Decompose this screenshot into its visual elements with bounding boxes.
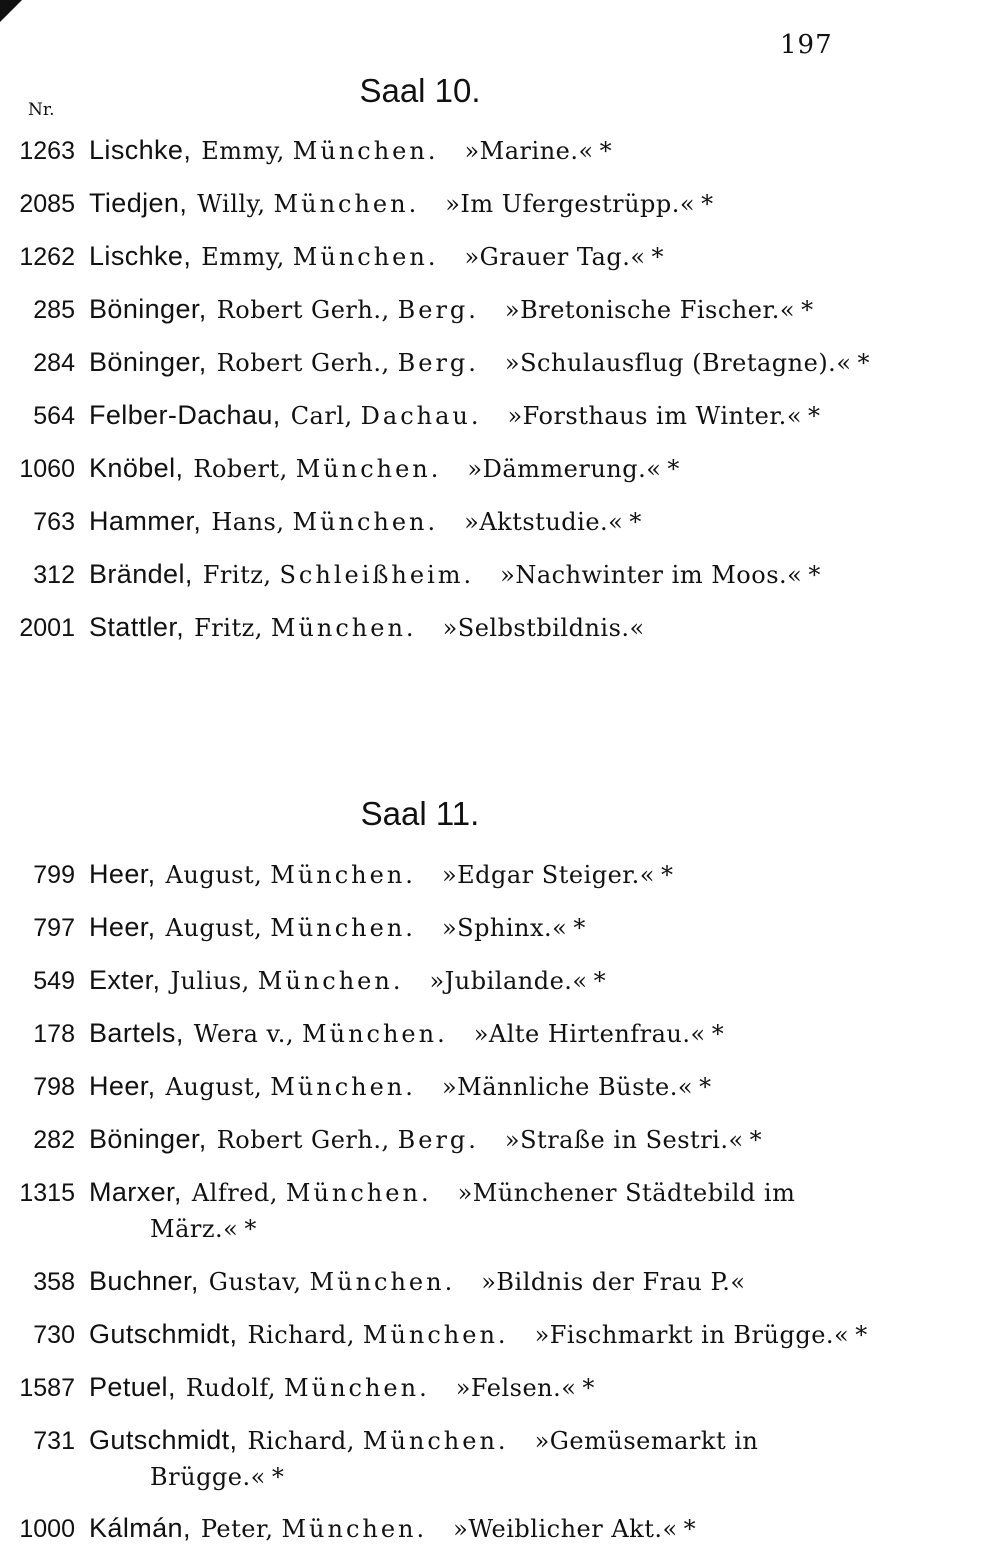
artist-given-name: Fritz, <box>194 614 263 642</box>
artist-surname: Gutschmidt, <box>89 1425 238 1455</box>
entry-star-mark: * <box>593 967 606 995</box>
artwork-title: »Alte Hirtenfrau.« <box>473 1020 706 1048</box>
entry-number: 1000 <box>19 1515 75 1543</box>
artist-given-name: Robert Gerh., <box>216 349 390 377</box>
artist-surname: Heer, <box>89 1071 156 1101</box>
artist-given-name: Robert Gerh., <box>216 296 390 324</box>
artist-city: München. <box>285 1179 432 1207</box>
entry-number: 1060 <box>19 455 75 483</box>
section-heading-saal-10: Saal 10. <box>359 72 481 109</box>
artwork-title: »Grauer Tag.« <box>464 243 646 271</box>
artist-surname: Kálmán, <box>89 1513 191 1543</box>
artist-city: München. <box>362 1427 509 1455</box>
artist-surname: Buchner, <box>89 1266 199 1296</box>
entry-star-mark: * <box>701 190 714 218</box>
artist-surname: Stattler, <box>89 612 185 642</box>
entry-star-mark: * <box>244 1215 257 1243</box>
page-number: 197 <box>780 30 833 60</box>
catalog-entry <box>0 1316 868 1353</box>
artwork-title: »Münchener Städtebild im <box>457 1179 796 1207</box>
catalog-entry <box>0 856 840 893</box>
entry-star-mark: * <box>651 243 664 271</box>
artwork-title: »Bildnis der Frau P.« <box>481 1268 746 1296</box>
catalog-entry <box>0 1121 840 1158</box>
artwork-title-continued <box>0 1459 840 1495</box>
entry-number: 799 <box>33 861 75 889</box>
entry-number: 285 <box>33 296 75 324</box>
artist-given-name: Alfred, <box>191 1179 278 1207</box>
entry-number: 730 <box>33 1321 75 1349</box>
catalog-entry <box>0 238 840 275</box>
artwork-title: »Jubilande.« <box>429 967 588 995</box>
entry-number: 549 <box>33 967 75 995</box>
artwork-title: »Bretonische Fischer.« <box>504 296 796 324</box>
artist-given-name: Robert, <box>193 455 288 483</box>
catalog-entry <box>0 1369 840 1406</box>
artist-given-name: Carl, <box>290 402 353 430</box>
artwork-title: »Schulausflug (Bretagne).« <box>504 349 852 377</box>
artist-surname: Brändel, <box>89 559 193 589</box>
entry-star-mark: * <box>749 1126 762 1154</box>
catalog-entry <box>0 397 840 434</box>
catalog-entry <box>0 1068 840 1105</box>
artist-city: München. <box>273 190 420 218</box>
artist-city: München. <box>270 614 417 642</box>
artwork-title: »Straße in Sestri.« <box>504 1126 744 1154</box>
entry-star-mark: * <box>699 1073 712 1101</box>
artist-surname: Böninger, <box>89 294 207 324</box>
artist-given-name: Robert Gerh., <box>216 1126 390 1154</box>
artist-city: München. <box>292 243 439 271</box>
artist-city: München. <box>257 967 404 995</box>
artist-city: München. <box>302 1020 448 1048</box>
catalog-entry <box>0 909 840 946</box>
artwork-title: »Forsthaus im Winter.« <box>507 402 802 430</box>
artist-city: München. <box>362 1321 509 1349</box>
artist-given-name: August, <box>165 861 263 889</box>
catalog-entry <box>0 1174 840 1247</box>
artwork-title: »Weiblicher Akt.« <box>453 1515 678 1543</box>
artist-surname: Marxer, <box>89 1177 182 1207</box>
entry-number: 1315 <box>19 1179 75 1207</box>
artist-given-name: Julius, <box>170 967 250 995</box>
artist-surname: Böninger, <box>89 347 207 377</box>
entry-number: 358 <box>33 1268 75 1296</box>
artwork-title: »Edgar Steiger.« <box>441 861 655 889</box>
artist-surname: Bartels, <box>89 1018 184 1048</box>
artist-surname: Petuel, <box>89 1372 176 1402</box>
entry-star-mark: * <box>573 914 586 942</box>
artist-given-name: Emmy, <box>201 243 285 271</box>
catalog-entry <box>0 556 840 593</box>
artist-city: Dachau. <box>360 402 482 430</box>
entry-star-mark: * <box>667 455 680 483</box>
entry-star-mark: * <box>271 1463 285 1491</box>
entry-number: 731 <box>33 1427 75 1455</box>
artist-surname: Exter, <box>89 965 161 995</box>
artist-city: München. <box>292 508 439 536</box>
entry-number: 284 <box>33 349 75 377</box>
artist-surname: Heer, <box>89 912 156 942</box>
artwork-title-continuation: März.« <box>150 1215 239 1243</box>
entry-star-mark: * <box>582 1374 595 1402</box>
entry-number: 178 <box>33 1020 75 1048</box>
artist-city: München. <box>281 1515 428 1543</box>
entry-star-mark: * <box>683 1515 696 1543</box>
artist-given-name: Peter, <box>200 1515 274 1543</box>
artist-surname: Hammer, <box>89 506 202 536</box>
catalog-entry <box>0 132 840 169</box>
nr-column-label: Nr. <box>28 100 55 120</box>
entry-number: 2085 <box>19 190 75 218</box>
artwork-title: »Fischmarkt in Brügge.« <box>534 1321 850 1349</box>
artwork-title: »Sphinx.« <box>441 914 568 942</box>
entry-star-mark: * <box>711 1020 724 1048</box>
artist-given-name: Fritz, <box>202 561 272 589</box>
artwork-title: »Selbstbildnis.« <box>442 614 645 642</box>
catalog-entry <box>0 344 870 381</box>
section-heading-saal-11: Saal 11. <box>360 795 480 832</box>
artist-city: München. <box>270 1073 416 1101</box>
entry-star-mark: * <box>855 1321 868 1349</box>
artist-given-name: August, <box>165 914 263 942</box>
artist-surname: Lischke, <box>89 241 192 271</box>
artwork-title: »Dämmerung.« <box>467 455 662 483</box>
artist-city: Berg. <box>397 349 479 377</box>
artist-surname: Felber-Dachau, <box>89 400 281 430</box>
entry-number: 564 <box>33 402 75 430</box>
artist-surname: Knöbel, <box>89 453 184 483</box>
artist-given-name: Richard, <box>247 1321 355 1349</box>
catalog-entry <box>0 450 840 487</box>
artist-city: München. <box>309 1268 456 1296</box>
artist-city: München. <box>270 861 416 889</box>
entry-number: 797 <box>33 914 75 942</box>
catalog-entry <box>0 609 840 646</box>
artist-given-name: August, <box>165 1073 263 1101</box>
artwork-title: »Männliche Büste.« <box>441 1073 694 1101</box>
catalog-entry <box>0 185 840 222</box>
artwork-title: »Aktstudie.« <box>464 508 624 536</box>
catalog-entry <box>0 1015 840 1052</box>
entry-number: 763 <box>33 508 75 536</box>
entry-number: 1587 <box>19 1374 75 1402</box>
catalog-entry <box>0 291 840 328</box>
entry-star-mark: * <box>599 137 612 165</box>
artist-given-name: Richard, <box>247 1427 355 1455</box>
artist-city: Schleißheim. <box>279 561 475 589</box>
catalog-entry <box>0 1422 840 1495</box>
entry-number: 1263 <box>19 137 75 165</box>
entry-number: 282 <box>33 1126 75 1154</box>
artist-surname: Gutschmidt, <box>89 1319 238 1349</box>
entry-star-mark: * <box>808 402 820 430</box>
catalog-entry <box>0 503 840 540</box>
entry-star-mark: * <box>857 349 870 377</box>
catalog-entry <box>0 1263 840 1300</box>
entry-number: 2001 <box>19 614 75 642</box>
artist-surname: Heer, <box>89 859 156 889</box>
artist-given-name: Emmy, <box>201 137 285 165</box>
artist-city: München. <box>295 455 442 483</box>
artwork-title-continued <box>0 1211 840 1247</box>
artwork-title-continuation: Brügge.« <box>150 1463 266 1491</box>
artwork-title: »Gemüsemarkt in <box>534 1427 759 1455</box>
entry-star-mark: * <box>660 861 673 889</box>
catalog-entry <box>0 1510 840 1547</box>
artwork-title: »Felsen.« <box>455 1374 577 1402</box>
artist-given-name: Wera v., <box>193 1020 295 1048</box>
artwork-title: »Nachwinter im Moos.« <box>500 561 803 589</box>
entry-number: 1262 <box>19 243 75 271</box>
artist-given-name: Gustav, <box>208 1268 302 1296</box>
artist-surname: Lischke, <box>89 135 192 165</box>
page-corner-mark <box>0 0 22 22</box>
artist-given-name: Willy, <box>197 190 266 218</box>
artist-city: Berg. <box>397 296 479 324</box>
artist-city: München. <box>270 914 416 942</box>
artwork-title: »Marine.« <box>464 137 594 165</box>
artwork-title: »Im Ufergestrüpp.« <box>445 190 696 218</box>
artist-given-name: Rudolf, <box>185 1374 277 1402</box>
artist-city: München. <box>284 1374 430 1402</box>
catalog-entry <box>0 962 840 999</box>
artist-city: München. <box>292 137 439 165</box>
entry-star-mark: * <box>801 296 814 324</box>
entry-star-mark: * <box>808 561 821 589</box>
entry-number: 312 <box>33 561 75 589</box>
artist-city: Berg. <box>397 1126 479 1154</box>
artist-surname: Böninger, <box>89 1124 207 1154</box>
entry-star-mark: * <box>629 508 642 536</box>
artist-surname: Tiedjen, <box>89 188 188 218</box>
entry-number: 798 <box>33 1073 75 1101</box>
artist-given-name: Hans, <box>211 508 285 536</box>
